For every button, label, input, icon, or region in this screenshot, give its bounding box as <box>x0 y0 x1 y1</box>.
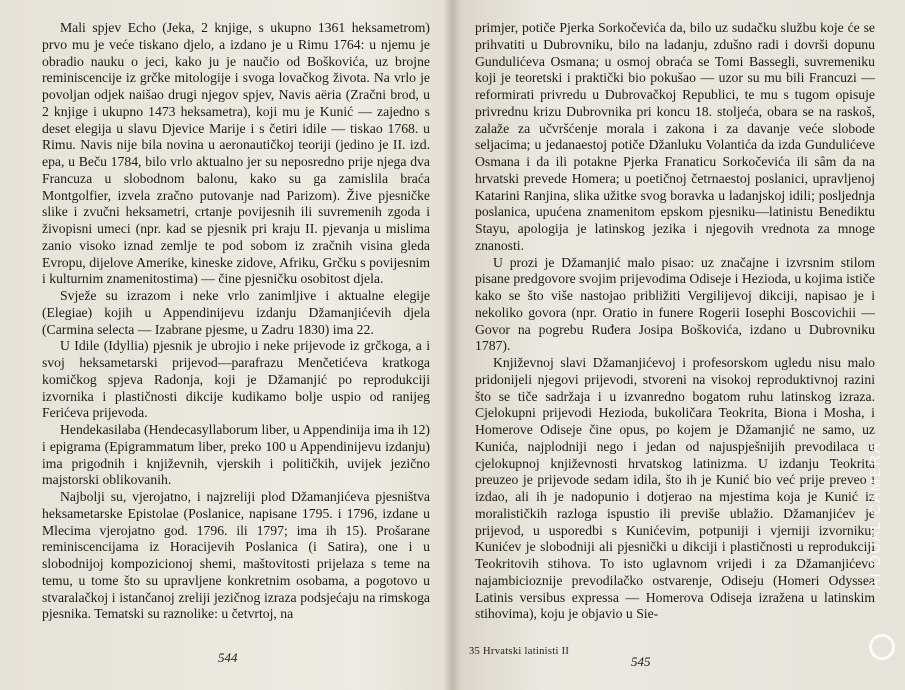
right-page-number: 545 <box>631 654 651 669</box>
left-paragraph-3: U Idile (Idyllia) pjesnik je ubrojio i neke prijevode iz grčkoga, a i svoj heksametarski prijevod—parafrazu Menčetićeva kratkoga komičkog spjeva Radonja, koji je Džamanjić po reprodukciji izvornika i plastičnosti dikcije kudikamo bolje uspio od ranijeg Ferićeva prijevoda. <box>42 338 430 421</box>
right-page <box>453 0 905 690</box>
camera-ring-icon <box>869 634 895 660</box>
printer-signature: 35 Hrvatski latinisti II <box>469 646 570 657</box>
left-page <box>0 0 452 690</box>
camera-watermark-text: AI DUAL CAMERA <box>867 441 884 589</box>
left-paragraph-1: Mali spjev Echo (Jeka, 2 knjige, s ukupno 1361 heksametrom) prvo mu je veće tiskano djelo, a izdano je u Rimu 1764: u njemu je obradio nauku o jeci, kako ju je naučio od Boškovića, uz brojne reminiscencije iz grčke mitologije i svoga lovačkog života. Na vrlo je povoljan odjek naišao drugi njegov spjev, Navis aëria (Zračni brod, u 2 knjige i ukupno 1473 heksametra), koji mu je Kunić — zajedno s deset elegija u slavu Djevice Marije i s četiri idile — tiskao 1768. u Rimu. Navis nije bila novina u aeronautičkoj teoriji (jedino je II. izd. epa, u Beču 1784, bilo vrlo aktualno jer su neposredno prije njega dva Francuza u slobodnom balonu, kako su ga zamislila braća Montgolfier, izvela zračno putovanje nad Parizom). Žive pjesničke slike i zvučni heksametri, crtanje povijesnih ili suvremenih zgoda i živopisni umeci (npr. kad se pjesnik pri kraju II. pjevanja u mislima zanio visoko iznad zemlje te pod sobom iz zračnih visina gleda Evropu, dijelove Amerike, kineske zidove, Afriku, Grčku s povijesnim i kulturnim znamenitostima) — čine pjesničku osobitost djela. <box>42 20 430 287</box>
left-page-text <box>42 20 430 623</box>
camera-watermark <box>863 400 897 660</box>
left-paragraph-4: Hendekasilaba (Hendecasyllaborum liber, u Appendinija ima ih 12) i epigrama (Epigrammatum liber, preko 100 u Appendinijevu izdanju) ima prigodnih i književnih, vjerskih i političkih, uvijek jezično majstorski oblikovanih. <box>42 422 430 488</box>
right-paragraph-3: Književnoj slavi Džamanjićevoj i profesorskom ugledu nisu malo pridonijeli njegovi prijevodi, stvoreni na visokoj reproduktivnoj razini što se tiče sadržaja i u izvanredno bogatom ruhu latinskog izraza. Cjelokupni prijevodi Hezioda, bukoličara Teokrita, Biona i Mosha, i Homerove Odiseje čine opus, po kojem je Džamanjić ne samo, uz Kunića, najplodniji nego i jedan od najuspješnijih prevodilaca u cjelokupnoj književnosti hrvatskog latinizma. U izdanju Teokrita preuzeo je prijevode sedam idila, što ih je Kunić bio već prije preveo i izdao, ali ih je nadopunio i dotjerao na mjestima koja je Kunić iz moralističkih razloga ispustio ili previše ublažio. Džamanjićev je prijevod, u usporedbi s Kunićevim, potpuniji i vjerniji izvorniku; Kunićev je slobodniji ali pjesnički u dikciji i plastičnosti u reprodukciji Teokritovih stihova. To isto uglavnom vrijedi i za Džamanjićevo najambicioznije prevodilačko ostvarenje, Odiseju (Homeri Odyssea Latinis versibus expressa — Homerova Odiseja izražena u latinskim stihovima), koju je objavio u Sie- <box>475 355 875 622</box>
left-paragraph-2: Svježe su izrazom i neke vrlo zanimljive i aktualne elegije (Elegiae) kojih u Appendinijevu izdanju Džamanjićevih djela (Carmina selecta — Izabrane pjesme, u Zadru 1830) ima 22. <box>42 288 430 337</box>
left-paragraph-5: Najbolji su, vjerojatno, i najzreliji plod Džamanjićeva pjesništva heksametarske Epistolae (Poslanice, napisane 1795. i 1796, izdane u Mlecima vjerojatno god. 1796. ili 1797; ima ih 15). Prošarane reminiscencijama iz Horacijevih Poslanica (i Satira), one i u slobodnijoj kompozicionoj shemi, maštovitosti prijelaza s teme na temu, u tome što su upravljene konkretnim osobama, a pogotovo u stvaralačkoj i istančanoj zreliji jezičnog izraza podsjećaju na rimskoga pjesnika. Tematski su raznolike: u četvrtoj, na <box>42 489 430 622</box>
right-paragraph-2: U prozi je Džamanjić malo pisao: uz značajne i izvrsnim stilom pisane predgovore svojim prijevodima Odiseje i Hezioda, u kojima ističe kako se što više nastojao približiti Vergilijevoj dikciji, napisao je i nekoliko govora (npr. Oratio in funere Rogerii Iosephi Boscovichii — Govor na pogrebu Ruđera Josipa Boškovića, izdano u Dubrovniku 1787). <box>475 254 875 354</box>
right-paragraph-1: primjer, potiče Pjerka Sorkočevića da, bilo uz sudačku službu koje će se prihvatiti u Dubrovniku, bilo na ladanju, zdušno radi i dovrši dopunu Gundulićeva Osmana; u osmoj obraća se Tomi Basseglі, suvremeniku koji je teoretski i praktički bio pokušao — uzor su mu bili Francuzi — reformirati privredu u Dubrovačkoj Republici, te mu s tugom opisuje privrednu krizu Dubrovnika pri koncu 18. stoljeća, obara se na raskoš, zalaže za učvršćenje morala i zakona i za davanje veće slobode seljacima; u jedanaestoj potiče Džanluku Volantića da izda Gundulićeve Osmana i da ili potakne Pjerka Franaticu Sorkočevića ili sâm da na hrvatski prevede Homera; u poetičnoj četrnaestoj poslanici, upravljenoj Katarini Ranjina, slika užitke svog boravka u ladanjskoj idili; posljednja poslanica, upućena znamenitom epskom pjesniku—latinistu Benediktu Stayu, apologija je latinskog jezika i njegovih vrednota za mnoge znanosti. <box>475 20 875 253</box>
left-page-number: 544 <box>218 650 238 665</box>
right-page-text <box>475 20 875 623</box>
